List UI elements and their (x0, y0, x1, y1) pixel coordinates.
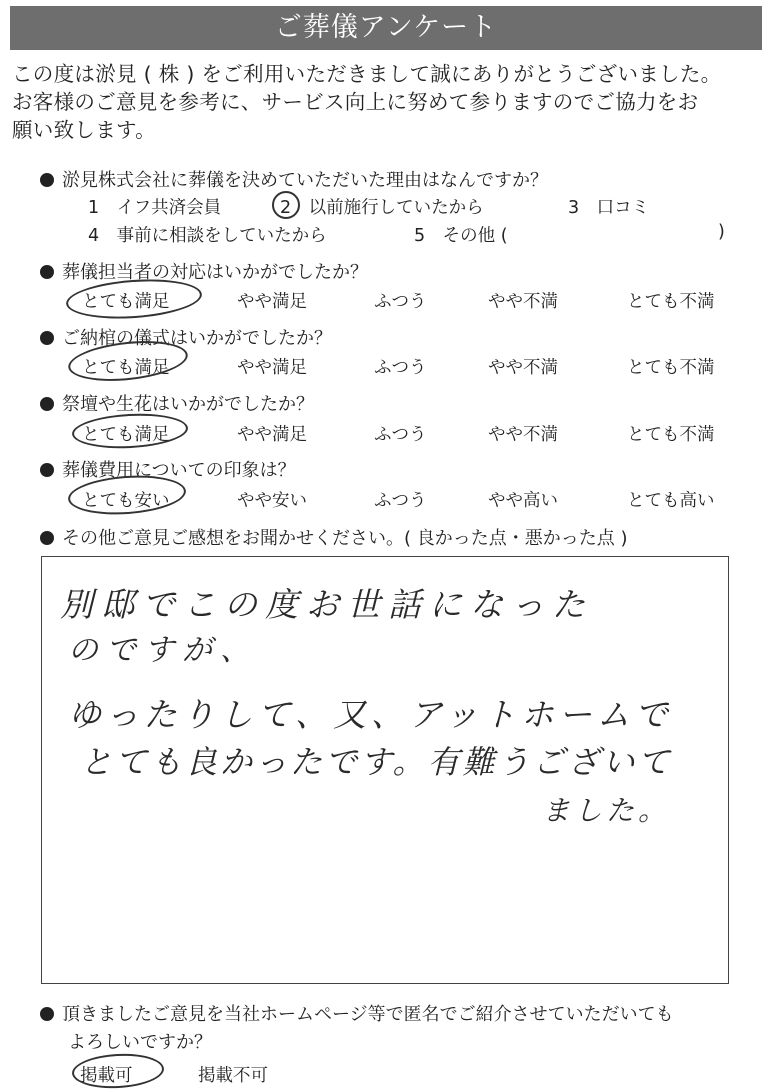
question-2 (40, 258, 368, 284)
q3-option[interactable]: とても満足 (82, 358, 170, 378)
question-7-line2: よろしいですか？ (68, 1032, 212, 1053)
handwritten-line: ました。 (542, 794, 671, 827)
q3-option[interactable]: やや満足 (237, 358, 307, 378)
q1-option-5[interactable]: 5 その他 ( (414, 226, 508, 246)
q5-option[interactable]: とても高い (627, 491, 715, 511)
handwritten-line: のですが、 (68, 633, 258, 668)
selection-circle (71, 1052, 165, 1090)
q2-option[interactable]: とても満足 (82, 292, 170, 312)
q5-option[interactable]: やや安い (237, 491, 307, 511)
handwritten-line: とても良かったです。有難うございて (80, 743, 673, 781)
q5-option[interactable]: とても安い (82, 491, 170, 511)
handwritten-line: 別邸でこの度お世話になった (60, 585, 593, 624)
question-text: 葬儀担当者の対応はいかがでしたか？ (62, 262, 368, 283)
q4-option[interactable]: ふつう (374, 425, 427, 445)
question-4 (40, 390, 314, 416)
intro-line: 願い致します。 (12, 118, 156, 142)
q2-option[interactable]: やや不満 (488, 292, 558, 312)
question-6 (40, 524, 628, 550)
q1-option-2[interactable]: 2 以前施行していたから (280, 198, 484, 218)
bullet-icon (40, 397, 54, 411)
selection-circle (71, 411, 189, 451)
bullet-icon (40, 331, 54, 345)
question-text: その他ご意見ご感想をお聞かせください。( 良かった点・悪かった点 ) (62, 528, 628, 549)
bullet-icon (40, 463, 54, 477)
q1-option-5-close: ) (718, 222, 725, 242)
q4-option[interactable]: とても不満 (627, 425, 715, 445)
q2-option[interactable]: やや満足 (237, 292, 307, 312)
q2-option[interactable]: とても不満 (627, 292, 715, 312)
q4-option[interactable]: やや満足 (237, 425, 307, 445)
q5-option[interactable]: ふつう (374, 491, 427, 511)
selection-circle (272, 191, 300, 219)
q5-option[interactable]: やや高い (488, 491, 558, 511)
question-7 (40, 1000, 674, 1026)
q1-option-1[interactable]: 1 イフ共済会員 (88, 198, 222, 218)
q3-option[interactable]: ふつう (374, 358, 427, 378)
bullet-icon (40, 531, 54, 545)
bullet-icon (40, 173, 54, 187)
q2-option[interactable]: ふつう (374, 292, 427, 312)
question-text: 葬儀費用についての印象は？ (62, 460, 296, 481)
survey-title: ご葬儀アンケート (10, 6, 762, 50)
question-text: 淤見株式会社に葬儀を決めていただいた理由はなんですか？ (62, 170, 548, 191)
question-text: ご納棺の儀式はいかがでしたか？ (62, 328, 332, 349)
intro-line: お客様のご意見を参考に、サービス向上に努めて参りますのでご協力をお (12, 90, 699, 114)
question-text: 頂きましたご意見を当社ホームページ等で匿名でご紹介させていただいても (62, 1004, 674, 1025)
handwritten-line: ゆったりして、又、アットホームで (68, 695, 673, 734)
q1-option-4[interactable]: 4 事前に相談をしていたから (88, 226, 327, 246)
bullet-icon (40, 1007, 54, 1021)
q4-option[interactable]: とても満足 (82, 425, 170, 445)
intro-text (12, 60, 772, 144)
question-text: 祭壇や生花はいかがでしたか？ (62, 394, 314, 415)
question-3 (40, 324, 332, 350)
q7-option-publish[interactable]: 掲載可 (80, 1066, 133, 1086)
q1-option-3[interactable]: 3 口コミ (568, 198, 650, 218)
comment-box[interactable] (41, 556, 729, 984)
question-1 (40, 166, 548, 192)
bullet-icon (40, 265, 54, 279)
intro-line: この度は淤見 ( 株 ) をご利用いただきまして誠にありがとうございました。 (12, 62, 722, 86)
q7-option-no-publish[interactable]: 掲載不可 (198, 1066, 268, 1086)
q3-option[interactable]: とても不満 (627, 358, 715, 378)
q4-option[interactable]: やや不満 (488, 425, 558, 445)
q3-option[interactable]: やや不満 (488, 358, 558, 378)
